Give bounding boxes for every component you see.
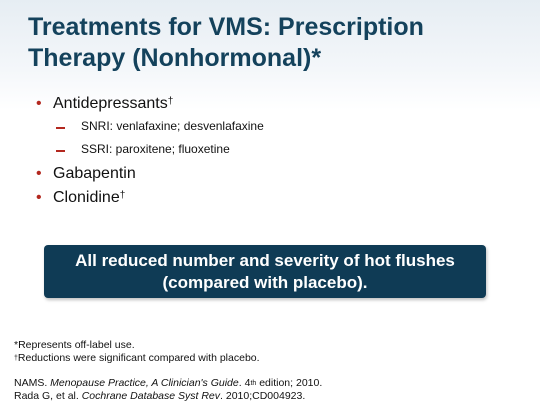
reference-journal: Cochrane Database Syst Rev <box>81 390 221 402</box>
dagger-mark: † <box>119 190 126 201</box>
bullet-label: Clonidine <box>53 189 120 206</box>
footnotes <box>14 339 514 365</box>
sub-bullet-label: SNRI: venlafaxine; desvenlafaxine <box>81 119 264 133</box>
footnote-significance <box>14 352 514 365</box>
bullet-antidepressants <box>36 94 506 114</box>
reference-citation: . 2010;CD004923. <box>220 390 306 402</box>
dagger-mark: † <box>167 96 174 107</box>
dash-icon <box>56 150 65 152</box>
bullet-gabapentin <box>36 164 506 184</box>
footnote-text: Reductions were significant compared with placebo. <box>17 352 260 364</box>
bullet-clonidine <box>36 188 506 208</box>
title-line-2: Therapy (Nonhormonal)* <box>28 44 322 72</box>
reference-nams <box>14 377 524 390</box>
bullet-dot-icon: • <box>36 95 42 112</box>
bullet-dot-icon: • <box>36 189 42 206</box>
sub-bullet-ssri <box>36 141 506 157</box>
sub-bullet-snri <box>36 118 506 134</box>
callout-box <box>44 245 486 298</box>
dash-icon <box>56 127 65 129</box>
reference-title: Menopause Practice, A Clinician's Guide <box>50 377 239 389</box>
bullet-dot-icon: • <box>36 165 42 182</box>
title-line-1: Treatments for VMS: Prescription <box>28 13 424 41</box>
callout-line-2: (compared with placebo). <box>162 273 368 292</box>
callout-line-1: All reduced number and severity of hot flushes <box>75 251 455 270</box>
reference-edition: . 4 <box>238 377 251 389</box>
footnote-off-label: *Represents off-label use. <box>14 339 135 351</box>
slide-title <box>28 12 518 74</box>
reference-author: Rada G, et al. <box>14 390 82 402</box>
bullet-label: Antidepressants <box>53 95 168 112</box>
reference-edition-suffix: th <box>250 380 257 387</box>
bullet-list <box>36 94 506 212</box>
dagger-mark: † <box>14 355 18 362</box>
bullet-label: Gabapentin <box>53 165 136 182</box>
sub-bullet-label: SSRI: paroxitene; fluoxetine <box>81 142 230 156</box>
reference-year: edition; 2010. <box>256 377 323 389</box>
reference-author: NAMS. <box>14 377 51 389</box>
references <box>14 377 524 403</box>
reference-rada <box>14 390 524 403</box>
